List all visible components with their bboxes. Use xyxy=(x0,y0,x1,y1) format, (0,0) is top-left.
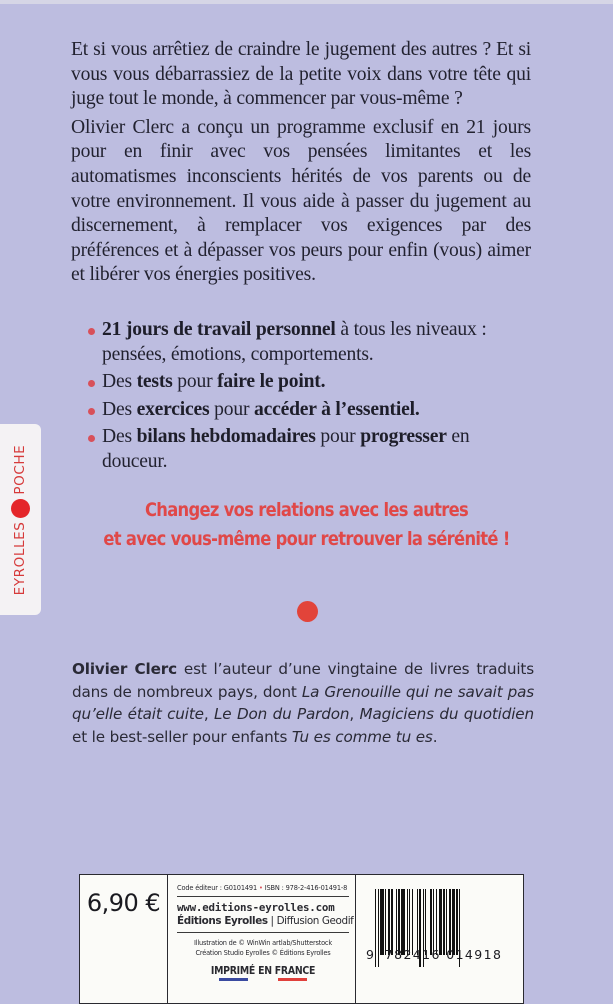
book-title: Magiciens du quotidien xyxy=(359,705,534,723)
price-cell xyxy=(80,875,168,1003)
credit-illustration: Illustration de © WinWin artlab/Shutterstock xyxy=(194,939,332,947)
feature-item xyxy=(88,425,528,474)
feature-text: à tous les niveaux : pensées, émotions, comportements. xyxy=(102,319,487,365)
book-title: Tu es comme tu es xyxy=(291,727,433,746)
blurb-paragraph-2: Olivier Clerc a conçu un programme exclusif en 21 jours pour en finir avec vos pensées limitantes et les automatismes inconscients hérités de vos parents ou de votre environnement. Il vous aide à passer du jugement au discernement, à remplacer vos exigences par des préférences et à dépasser vos peurs pour enfin (vous) aimer et libérer vos énergies positives. xyxy=(71,116,531,286)
author-bio xyxy=(72,658,534,748)
codes-line xyxy=(177,884,349,897)
flag-red-bar xyxy=(278,978,307,981)
printed-in-france: IMPRIMÉ EN FRANCE xyxy=(210,964,316,977)
author-name: Olivier Clerc xyxy=(72,660,177,678)
bullet-dot-icon xyxy=(88,408,95,415)
french-flag-bars xyxy=(219,978,307,981)
bio-text: et le best-seller pour enfants xyxy=(72,727,292,746)
code-editeur: Code éditeur : G0101491 xyxy=(177,884,258,892)
feature-text: exercices xyxy=(136,398,210,420)
tagline-line-2: et avec vous-même pour retrouver la sérénité ! xyxy=(103,528,510,550)
barcode-number: 782416 014918 xyxy=(384,947,503,962)
feature-text: progresser xyxy=(360,426,447,448)
bullet-dot-icon xyxy=(88,435,95,442)
barcode-cell xyxy=(356,875,523,1003)
flag-blue-bar xyxy=(219,978,248,981)
bullet-dot-icon xyxy=(88,380,95,387)
feature-text: Des xyxy=(102,371,137,393)
barcode-first-digit: 9 xyxy=(366,947,376,962)
spine-word-eyrolles: EYROLLES xyxy=(12,521,28,596)
feature-text: tests xyxy=(136,371,173,393)
website-link[interactable]: www.editions-eyrolles.com xyxy=(177,901,335,914)
bullet-dot-icon xyxy=(88,328,95,335)
feature-list xyxy=(88,318,528,478)
feature-item xyxy=(88,398,528,423)
feature-text: faire le point. xyxy=(217,371,326,393)
book-title: Le Don du Pardon xyxy=(214,705,350,723)
book-title: La Grenouille qui ne savait pas qu’elle était cuite xyxy=(72,682,534,723)
publisher-name: Éditions Eyrolles xyxy=(177,915,268,927)
feature-text: accéder à l’essentiel. xyxy=(254,398,420,420)
feature-text: en douceur. xyxy=(102,426,470,472)
feature-text: Des xyxy=(102,426,137,448)
publisher-line xyxy=(177,915,354,933)
info-box xyxy=(79,874,524,1004)
bio-text: , xyxy=(349,705,360,723)
feature-item xyxy=(88,318,528,367)
tagline-line-1: Changez vos relations avec les autres xyxy=(144,499,469,521)
separator-dot-icon: • xyxy=(258,884,263,892)
separator-dot-icon xyxy=(297,601,318,622)
page-top-edge xyxy=(0,0,613,4)
bio-text: . xyxy=(432,727,438,746)
tagline xyxy=(43,496,570,554)
feature-text: bilans hebdomadaires xyxy=(136,426,316,448)
credit-design: Création Studio Eyrolles © Éditions Eyrolles xyxy=(195,949,331,957)
bio-text: est l’auteur d’une vingtaine de livres traduits dans de nombreux pays, dont xyxy=(72,660,534,701)
bio-text: , xyxy=(203,705,214,723)
feature-text: pour xyxy=(172,371,218,393)
barcode-digits xyxy=(366,947,523,962)
distributor: | Diffusion Geodif xyxy=(267,915,354,927)
feature-text: pour xyxy=(209,398,254,420)
feature-text: 21 jours de travail personnel xyxy=(102,319,336,340)
publisher-cell xyxy=(168,875,356,1003)
feature-text: pour xyxy=(315,426,361,448)
spine-word-poche: POCHE xyxy=(12,444,28,495)
spine-text xyxy=(10,420,30,620)
feature-item xyxy=(88,370,528,395)
blurb-paragraph-1: Et si vous arrêtiez de craindre le jugement des autres ? Et si vous vous débarrassiez de la petite voix dans votre tête qui juge tout le monde, à commencer par vous-même ? xyxy=(71,39,531,110)
spine-dot-icon xyxy=(11,499,30,518)
blurb xyxy=(71,38,531,292)
feature-text: Des xyxy=(102,398,137,420)
credits xyxy=(177,938,349,958)
price: 6,90 € xyxy=(86,889,161,917)
isbn: ISBN : 978-2-416-01491-8 xyxy=(264,884,348,892)
